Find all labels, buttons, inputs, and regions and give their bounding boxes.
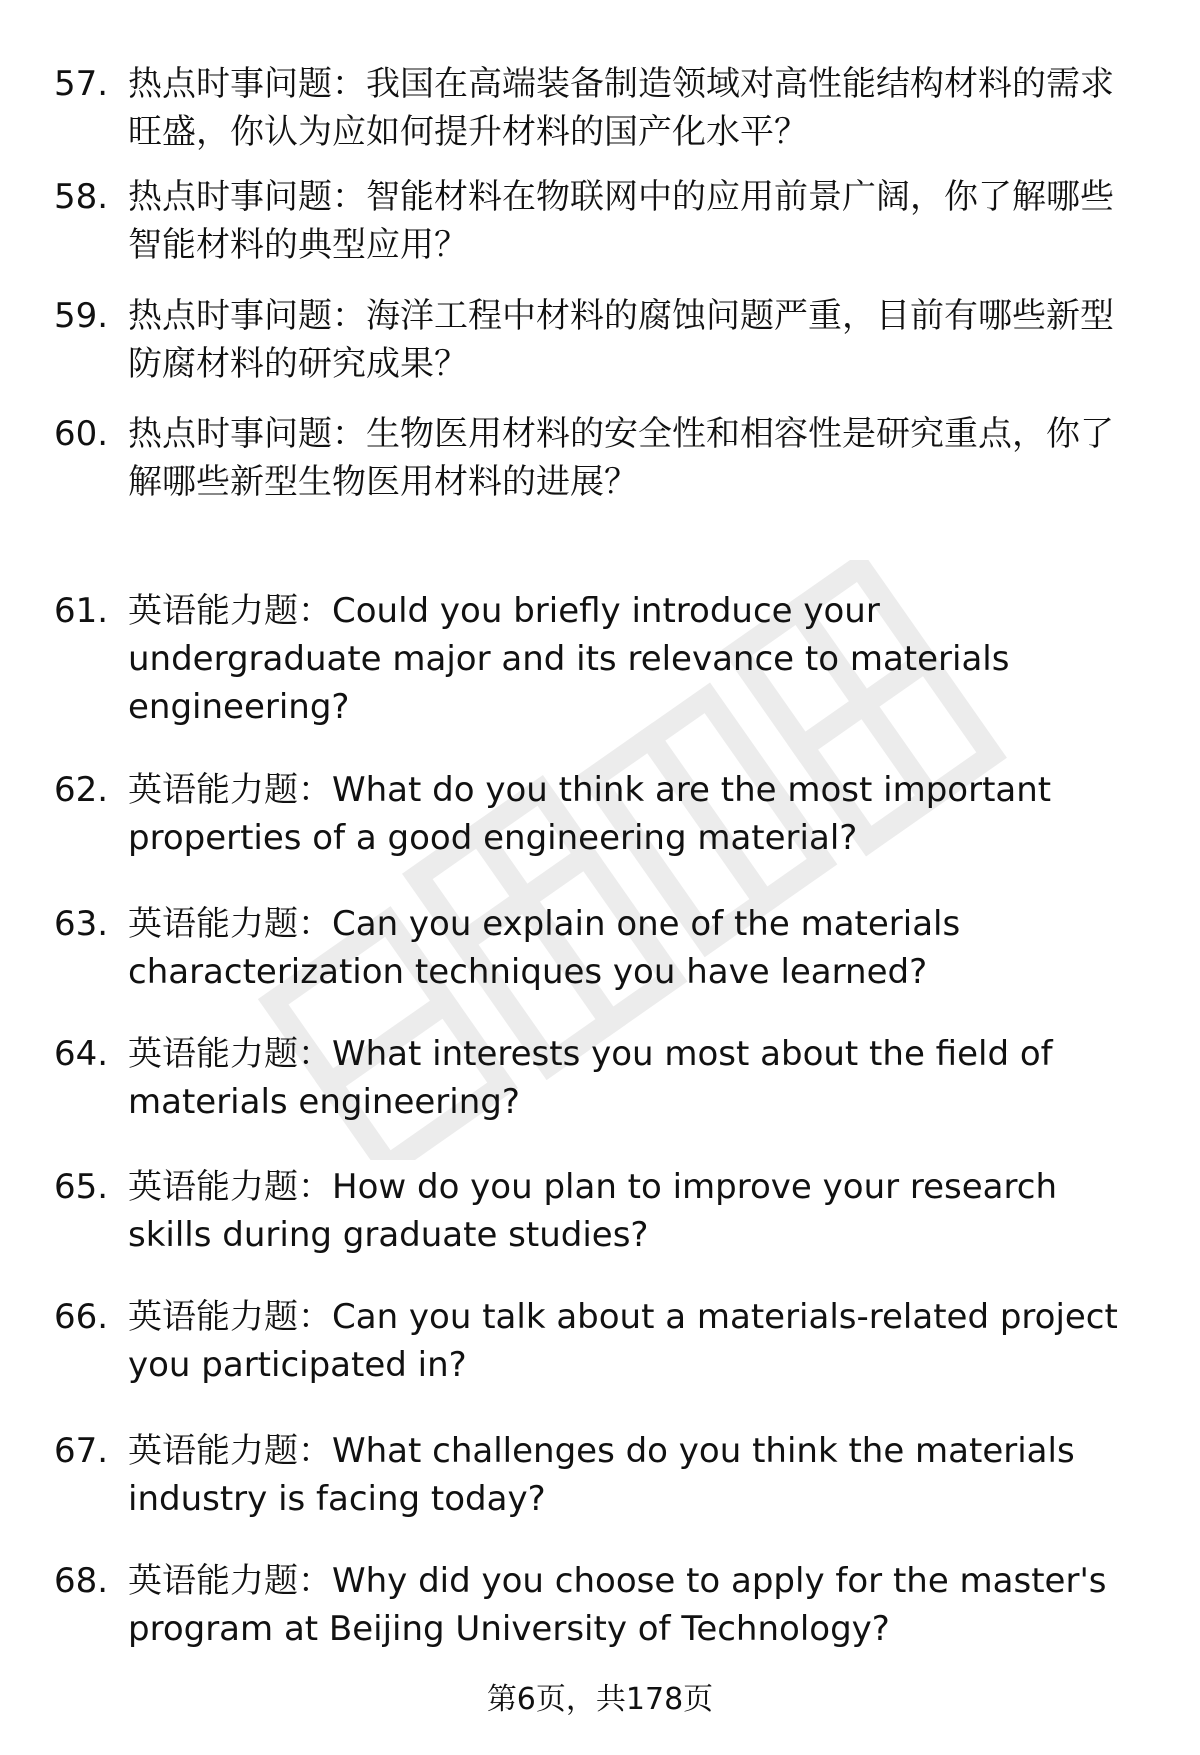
- question-number: 65.: [54, 1167, 109, 1207]
- question-number: 57.: [54, 64, 109, 104]
- question-item: [54, 1293, 1144, 1389]
- question-text: 英语能力题：What do you think are the most important properties of a good engineering material?: [128, 770, 1052, 858]
- question-text: 英语能力题：What interests you most about the field of materials engineering?: [128, 1034, 1053, 1122]
- question-item: [54, 1557, 1144, 1653]
- question-item: [54, 60, 1144, 156]
- question-number: 66.: [54, 1297, 109, 1337]
- question-text: 热点时事问题：生物医用材料的安全性和相容性是研究重点，你了解哪些新型生物医用材料的进展？: [128, 414, 1114, 502]
- question-text: 热点时事问题：我国在高端装备制造领域对高性能结构材料的需求旺盛，你认为应如何提升材料的国产化水平？: [128, 64, 1114, 152]
- question-text: 英语能力题：What challenges do you think the materials industry is facing today?: [128, 1431, 1075, 1519]
- question-text: 英语能力题：Could you briefly introduce your undergraduate major and its relevance to materials engineering?: [128, 591, 1010, 727]
- question-item: [54, 766, 1144, 862]
- page-number-label: 第6页，共178页: [486, 1682, 714, 1717]
- page-footer: [0, 1680, 1200, 1720]
- question-number: 60.: [54, 414, 109, 454]
- question-text: 英语能力题：How do you plan to improve your research skills during graduate studies?: [128, 1167, 1057, 1255]
- question-number: 64.: [54, 1034, 109, 1074]
- question-text: 英语能力题：Why did you choose to apply for the master's program at Beijing University of Technology?: [128, 1561, 1107, 1649]
- question-number: 63.: [54, 904, 109, 944]
- question-item: [54, 173, 1144, 269]
- question-item: [54, 1427, 1144, 1523]
- question-text: 英语能力题：Can you explain one of the materials characterization techniques you have learned?: [128, 904, 961, 992]
- question-item: [54, 587, 1144, 731]
- question-item: [54, 900, 1144, 996]
- question-number: 68.: [54, 1561, 109, 1601]
- question-text: 英语能力题：Can you talk about a materials-related project you participated in?: [128, 1297, 1118, 1385]
- question-number: 67.: [54, 1431, 109, 1471]
- question-item: [54, 1030, 1144, 1126]
- question-number: 59.: [54, 296, 109, 336]
- question-item: [54, 410, 1144, 506]
- question-number: 58.: [54, 177, 109, 217]
- question-item: [54, 292, 1144, 388]
- question-text: 热点时事问题：海洋工程中材料的腐蚀问题严重，目前有哪些新型防腐材料的研究成果？: [128, 296, 1114, 384]
- question-text: 热点时事问题：智能材料在物联网中的应用前景广阔，你了解哪些智能材料的典型应用？: [128, 177, 1114, 265]
- question-item: [54, 1163, 1144, 1259]
- question-number: 61.: [54, 591, 109, 631]
- question-number: 62.: [54, 770, 109, 810]
